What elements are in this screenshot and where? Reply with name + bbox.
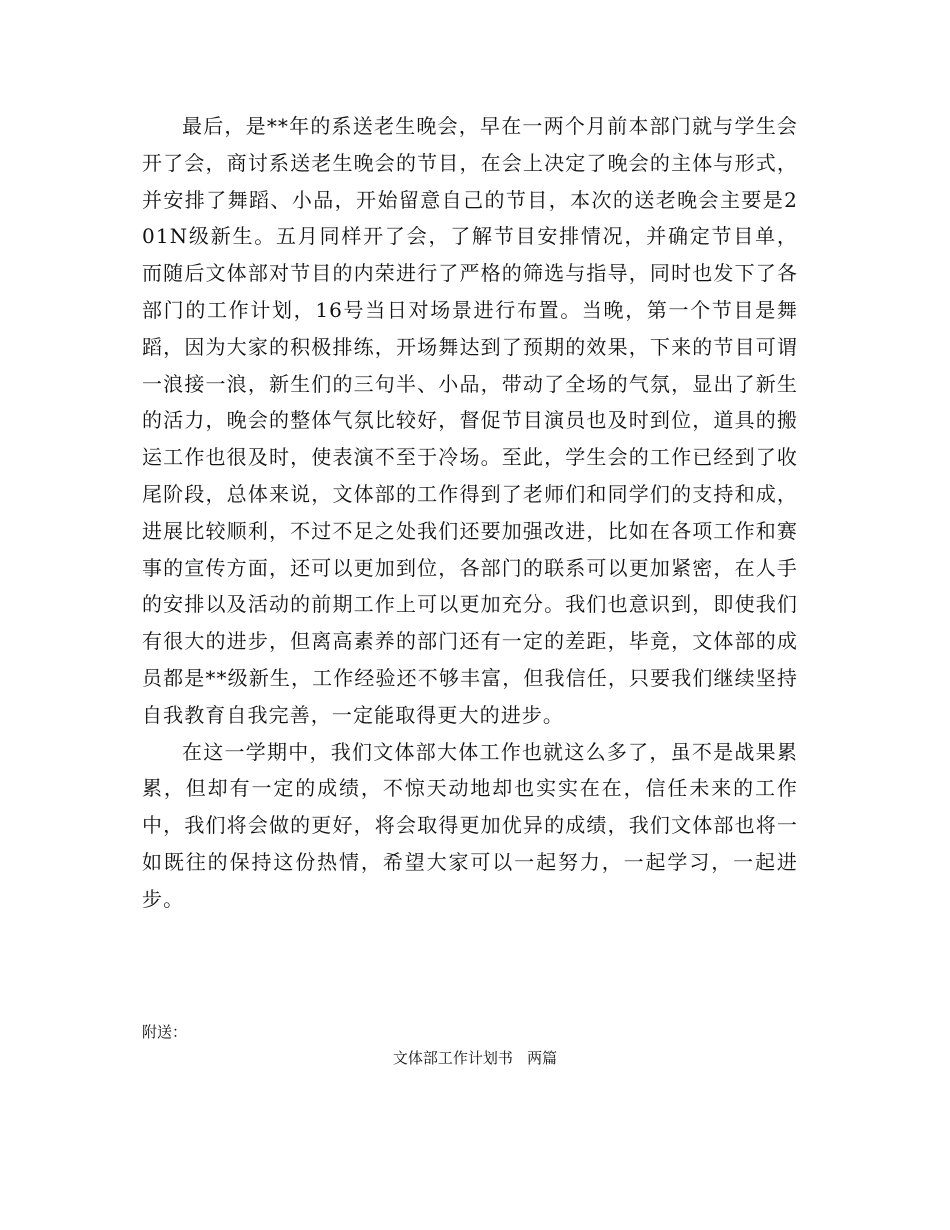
paragraph-conclusion: 在这一学期中，我们文体部大体工作也就这么多了，虽不是战果累累，但却有一定的成绩，不惊天动地却也实实在在，信任未来的工作中，我们将会做的更好，将会取得更加优异的成绩，我们文体部也将一如既往的保持这份热情，希望大家可以一起努力，一起学习，一起进步。	[142, 739, 798, 911]
paragraph-summary-evening: 最后，是**年的系送老生晚会，早在一两个月前本部门就与学生会开了会，商讨系送老生晚会的节目，在会上决定了晚会的主体与形式，并安排了舞蹈、小品，开始留意自己的节目，本次的送老晚会主要是201N级新生。五月同样开了会，了解节目安排情况，并确定节目单，而随后文体部对节目的内荣进行了严格的筛选与指导，同时也发下了各部门的工作计划，16号当日对场景进行布置。当晚，第一个节目是舞蹈，因为大家的积极排练，开场舞达到了预期的效果，下来的节目可谓一浪接一浪，新生们的三句半、小品，带动了全场的气氛，显出了新生的活力，晚会的整体气氛比较好，督促节目演员也及时到位，道具的搬运工作也很及时，使表演不至于冷场。至此，学生会的工作已经到了收尾阶段，总体来说，文体部的工作得到了老师们和同学们的支持和成，进展比较顺利，不过不足之处我们还要加强改进，比如在各项工作和赛事的宣传方面，还可以更加到位，各部门的联系可以更加紧密，在人手的安排以及活动的前期工作上可以更加充分。我们也意识到，即使我们有很大的进步，但离高素养的部门还有一定的差距，毕竟，文体部的成员都是**级新生，工作经验还不够丰富，但我信任，只要我们继续坚持自我教育自我完善，一定能取得更大的进步。	[142, 114, 798, 727]
annex-label: 附送：	[142, 1023, 188, 1041]
annex-title: 文体部工作计划书 两篇	[392, 1049, 558, 1067]
document-body	[142, 108, 798, 918]
